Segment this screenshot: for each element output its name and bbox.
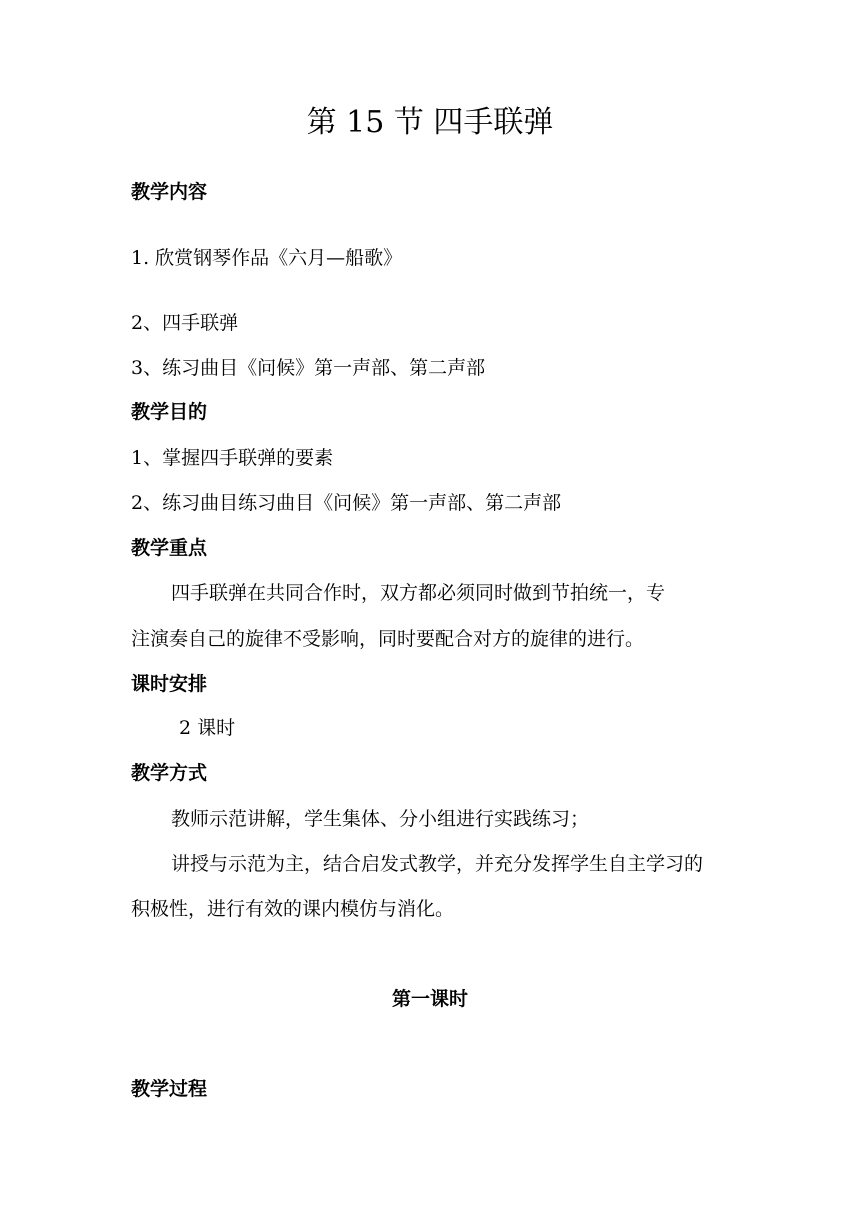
section-heading-objectives: 教学目的 bbox=[131, 401, 208, 423]
method-line-1: 教师示范讲解，学生集体、分小组进行实践练习； bbox=[171, 808, 590, 830]
section-heading-schedule: 课时安排 bbox=[131, 673, 208, 695]
method-line-3: 积极性，进行有效的课内模仿与消化。 bbox=[131, 898, 455, 920]
objective-item-2: 2、练习曲目练习曲目《问候》第一声部、第二声部 bbox=[131, 492, 562, 514]
document-title: 第 15 节 四手联弹 bbox=[306, 105, 554, 140]
content-item-2: 2、四手联弹 bbox=[131, 312, 239, 334]
content-item-1: 1. 欣赏钢琴作品《六月—船歌》 bbox=[131, 247, 403, 269]
section-heading-method: 教学方式 bbox=[131, 762, 208, 784]
section-heading-process: 教学过程 bbox=[131, 1078, 208, 1100]
content-item-3: 3、练习曲目《问候》第一声部、第二声部 bbox=[131, 357, 486, 379]
key-points-line-2: 注演奏自己的旋律不受影响，同时要配合对方的旋律的进行。 bbox=[131, 628, 645, 650]
objective-item-1: 1、掌握四手联弹的要素 bbox=[131, 447, 334, 469]
lesson-one-heading: 第一课时 bbox=[391, 988, 468, 1010]
key-points-line-1: 四手联弹在共同合作时，双方都必须同时做到节拍统一，专 bbox=[171, 582, 666, 604]
section-heading-key-points: 教学重点 bbox=[131, 537, 208, 559]
section-heading-content: 教学内容 bbox=[131, 181, 208, 203]
schedule-text: 2 课时 bbox=[179, 717, 236, 739]
method-line-2: 讲授与示范为主，结合启发式教学，并充分发挥学生自主学习的 bbox=[171, 853, 704, 875]
